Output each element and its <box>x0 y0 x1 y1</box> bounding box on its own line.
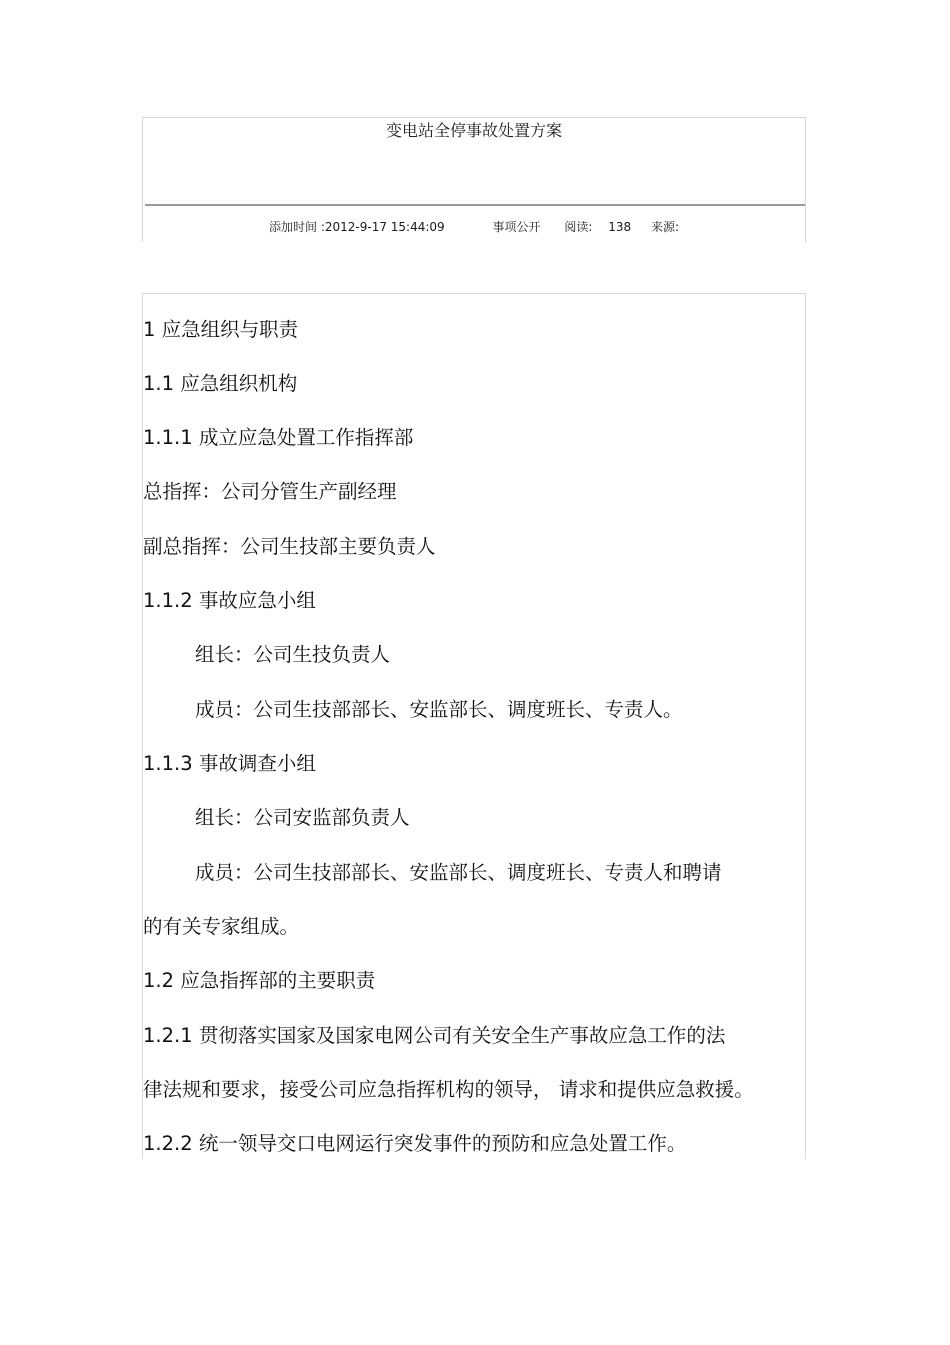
heading-section-1-2: 1.2 应急指挥部的主要职责 <box>143 969 376 992</box>
article-body <box>142 293 806 1159</box>
heading-section-1-1-1: 1.1.1 成立应急处置工作指挥部 <box>143 426 414 449</box>
paragraph-line: 成员：公司生技部部长、安监部长、调度班长、专责人。 <box>195 698 683 721</box>
header-divider <box>145 204 805 206</box>
paragraph-line: 律法规和要求，接受公司应急指挥机构的领导， 请求和提供应急救援。 <box>143 1078 754 1101</box>
paragraph-line: 组长：公司生技负责人 <box>195 643 391 666</box>
visibility-label: 事项公开 <box>492 220 541 234</box>
added-time: 添加时间 :2012-9-17 15:44:09 <box>269 220 445 234</box>
paragraph-line: 的有关专家组成。 <box>143 915 300 938</box>
page-title: 变电站全停事故处置方案 <box>385 121 562 140</box>
paragraph-line: 1.2.2 统一领导交口电网运行突发事件的预防和应急处置工作。 <box>143 1132 687 1155</box>
article-header <box>142 117 806 242</box>
paragraph-line: 成员：公司生技部部长、安监部长、调度班长、专责人和聘请 <box>195 861 722 884</box>
paragraph-line: 副总指挥：公司生技部主要负责人 <box>143 535 436 558</box>
paragraph-line: 1.2.1 贯彻落实国家及国家电网公司有关安全生产事故应急工作的法 <box>143 1024 726 1047</box>
heading-section-1: 1 应急组织与职责 <box>143 318 299 341</box>
paragraph-line: 组长：公司安监部负责人 <box>195 806 410 829</box>
article-meta <box>143 218 805 236</box>
heading-section-1-1: 1.1 应急组织机构 <box>143 372 298 395</box>
heading-section-1-1-3: 1.1.3 事故调查小组 <box>143 752 316 775</box>
paragraph-line: 总指挥：公司分管生产副经理 <box>143 480 397 503</box>
source-label: 来源: <box>650 220 679 234</box>
heading-section-1-1-2: 1.1.2 事故应急小组 <box>143 589 316 612</box>
views-label: 阅读: <box>564 220 593 234</box>
views-count: 138 <box>608 220 632 234</box>
